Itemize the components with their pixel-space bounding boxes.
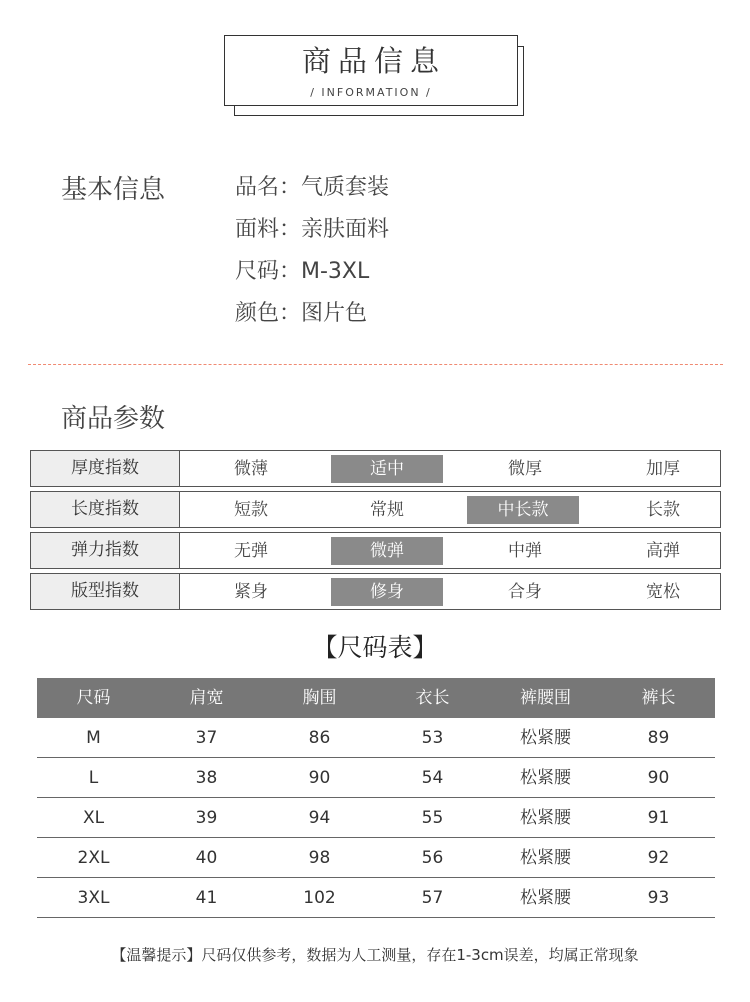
- table-cell: 3XL: [77, 888, 110, 908]
- disclaimer-note: 【温馨提示】尺码仅供参考，数据为人工测量，存在1-3cm误差，均属正常现象: [111, 946, 639, 964]
- param-option: 微弹: [331, 537, 443, 565]
- info-row-fabric: [235, 212, 389, 243]
- params-heading: 商品参数: [61, 404, 166, 434]
- param-option: 长款: [646, 500, 680, 520]
- param-option: 微薄: [234, 459, 268, 479]
- table-cell: 松紧腰: [520, 728, 571, 748]
- param-option: 合身: [508, 582, 542, 602]
- param-option: 中弹: [508, 541, 542, 561]
- param-row-thickness: [30, 450, 721, 487]
- table-cell: 53: [421, 728, 444, 748]
- info-value: 图片色: [301, 301, 368, 326]
- param-option: 常规: [370, 500, 404, 520]
- table-cell: 89: [647, 728, 670, 748]
- table-cell: 54: [421, 768, 444, 788]
- table-cell: 90: [647, 768, 670, 788]
- param-option: 修身: [331, 578, 443, 606]
- param-label: 版型指数: [31, 574, 180, 609]
- table-row: [37, 758, 715, 798]
- column-header: 尺码: [76, 688, 111, 708]
- param-row-length: [30, 491, 721, 528]
- table-cell: 98: [308, 848, 331, 868]
- info-label: 面料：: [235, 217, 302, 242]
- param-option: 无弹: [234, 541, 268, 561]
- table-cell: 102: [303, 888, 336, 908]
- table-cell: 93: [647, 888, 670, 908]
- table-cell: 41: [195, 888, 218, 908]
- table-cell: L: [88, 768, 99, 788]
- size-table-title: 【尺码表】: [312, 633, 438, 662]
- param-option: 加厚: [646, 459, 680, 479]
- table-cell: 55: [421, 808, 444, 828]
- info-value: 气质套装: [301, 175, 390, 200]
- size-table: [37, 678, 715, 918]
- info-row-color: [235, 296, 367, 327]
- column-header: 裤长: [641, 688, 676, 708]
- param-option: 高弹: [646, 541, 680, 561]
- param-option: 微厚: [508, 459, 542, 479]
- param-row-elasticity: [30, 532, 721, 569]
- table-cell: 39: [195, 808, 218, 828]
- table-cell: 94: [308, 808, 331, 828]
- table-cell: 90: [308, 768, 331, 788]
- table-cell: XL: [82, 808, 105, 828]
- table-cell: 86: [308, 728, 331, 748]
- table-cell: 松紧腰: [520, 768, 571, 788]
- table-row: [37, 718, 715, 758]
- basic-info-heading: 基本信息: [61, 175, 166, 205]
- param-option: 紧身: [234, 582, 268, 602]
- param-row-fit: [30, 573, 721, 610]
- param-label: 弹力指数: [31, 533, 180, 568]
- header-subtitle: / INFORMATION /: [310, 86, 432, 99]
- info-value: M-3XL: [301, 259, 370, 284]
- table-cell: 92: [647, 848, 670, 868]
- dashed-divider: [28, 364, 723, 365]
- table-cell: 56: [421, 848, 444, 868]
- table-cell: 37: [195, 728, 218, 748]
- table-cell: 松紧腰: [520, 848, 571, 868]
- param-label: 长度指数: [31, 492, 180, 527]
- table-cell: 2XL: [77, 848, 110, 868]
- param-option: 适中: [331, 455, 443, 483]
- info-row-name: [235, 170, 389, 201]
- table-row: [37, 878, 715, 918]
- table-row: [37, 838, 715, 878]
- param-option: 中长款: [467, 496, 579, 524]
- table-cell: 57: [421, 888, 444, 908]
- header-box: [224, 35, 518, 106]
- table-cell: 松紧腰: [520, 888, 571, 908]
- table-cell: 松紧腰: [520, 808, 571, 828]
- param-option: 短款: [234, 500, 268, 520]
- column-header: 衣长: [415, 688, 450, 708]
- table-row: [37, 798, 715, 838]
- param-option: 宽松: [646, 582, 680, 602]
- table-cell: 40: [195, 848, 218, 868]
- info-value: 亲肤面料: [301, 217, 390, 242]
- param-label: 厚度指数: [31, 451, 180, 486]
- table-cell: 91: [647, 808, 670, 828]
- info-label: 尺码：: [235, 259, 302, 284]
- table-cell: 38: [195, 768, 218, 788]
- info-label: 品名：: [235, 175, 302, 200]
- table-cell: M: [86, 728, 101, 748]
- table-header: [37, 678, 715, 718]
- column-header: 肩宽: [189, 688, 224, 708]
- info-label: 颜色：: [235, 301, 302, 326]
- info-row-size: [235, 254, 369, 285]
- column-header: 裤腰围: [520, 688, 571, 708]
- column-header: 胸围: [302, 688, 337, 708]
- header-title: 商品信息: [301, 44, 446, 78]
